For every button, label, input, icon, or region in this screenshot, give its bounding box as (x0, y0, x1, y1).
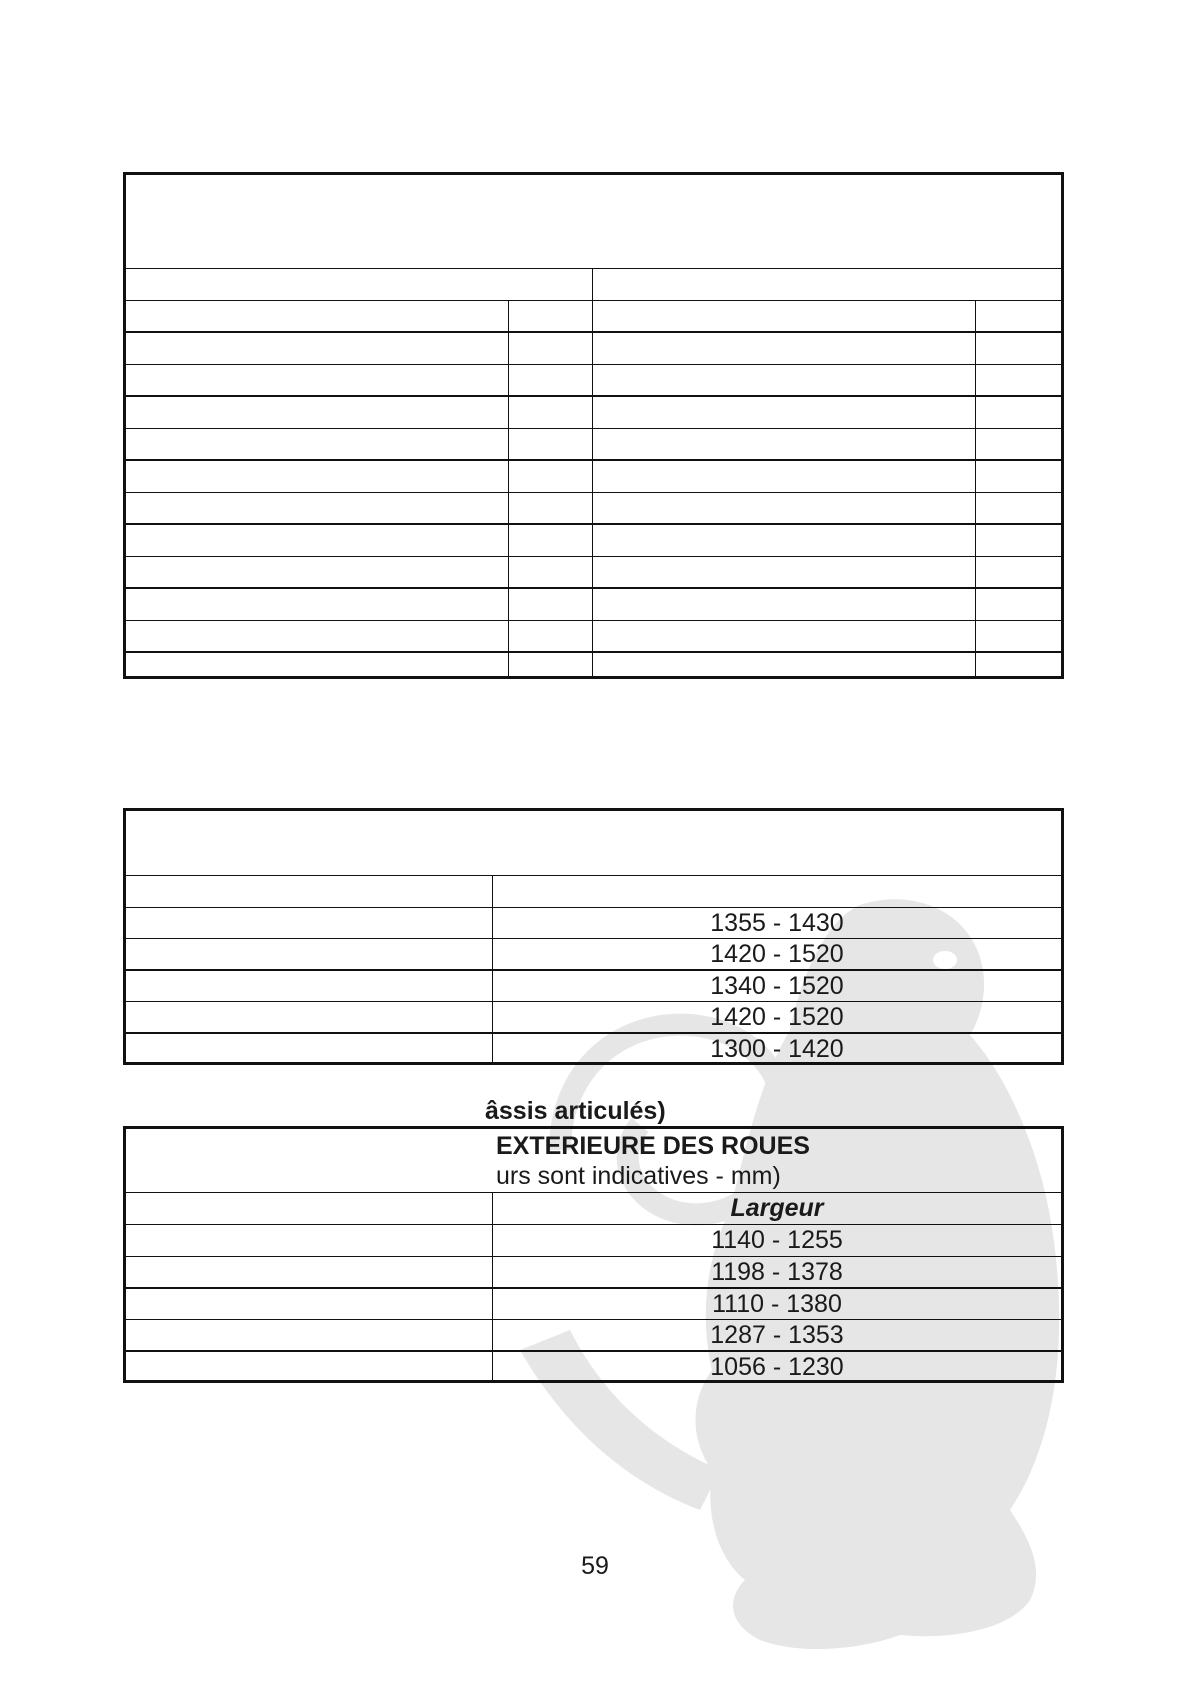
table-title: EXTERIEURE DES ROUES (496, 1132, 810, 1160)
table-subtitle: urs sont indicatives - mm) (496, 1162, 781, 1190)
divider (592, 333, 593, 364)
speed-table-header (126, 175, 1061, 269)
width-value: 1056 - 1230 (710, 1353, 844, 1381)
divider (592, 621, 593, 651)
value-cell (492, 1352, 1061, 1383)
divider (508, 429, 509, 459)
divider (975, 333, 976, 364)
track-width-value: 1300 - 1420 (710, 1035, 844, 1063)
divider (592, 557, 593, 587)
value-cell (492, 971, 1061, 1001)
exterior-width-table (123, 1126, 1064, 1383)
table-row (126, 1002, 1061, 1034)
divider (975, 301, 976, 331)
divider (508, 621, 509, 651)
front-track-table-header (126, 811, 1061, 876)
table-row (126, 621, 1061, 653)
divider (508, 493, 509, 523)
track-width-value: 1420 - 1520 (710, 940, 844, 968)
table-row (126, 397, 1061, 429)
value-cell (492, 1320, 1061, 1350)
width-value: 1198 - 1378 (711, 1258, 843, 1286)
value-cell (492, 908, 1061, 938)
divider (975, 429, 976, 459)
speed-table-group-row (126, 269, 1061, 301)
divider (592, 589, 593, 620)
table-row (126, 493, 1061, 525)
exterior-width-table-header (126, 1129, 1061, 1193)
width-value: 1140 - 1255 (711, 1226, 843, 1254)
divider (975, 397, 976, 428)
divider (508, 461, 509, 492)
table-row (126, 333, 1061, 365)
divider (975, 621, 976, 651)
front-track-column-header-row (126, 876, 1061, 908)
column-header-cell (492, 1193, 1061, 1224)
table-row (126, 365, 1061, 397)
divider (508, 653, 509, 679)
value-cell (492, 1257, 1061, 1287)
value-cell (492, 1225, 1061, 1256)
divider (492, 876, 493, 907)
divider (508, 397, 509, 428)
speed-table (123, 172, 1064, 679)
track-width-value: 1340 - 1520 (710, 972, 844, 1000)
table-row (126, 971, 1061, 1002)
table-row (126, 908, 1061, 939)
divider (592, 301, 593, 331)
table-row (126, 557, 1061, 589)
divider (508, 525, 509, 556)
track-width-value: 1355 - 1430 (710, 909, 844, 937)
table-row (126, 939, 1061, 971)
value-cell (492, 939, 1061, 969)
table-row (126, 429, 1061, 461)
divider (592, 525, 593, 556)
table-row (126, 1225, 1061, 1257)
divider (975, 461, 976, 492)
width-value: 1110 - 1380 (712, 1290, 842, 1318)
divider (592, 653, 593, 679)
table-row (126, 525, 1061, 557)
divider (508, 557, 509, 587)
divider (592, 461, 593, 492)
divider (975, 589, 976, 620)
divider (975, 653, 976, 679)
divider (592, 269, 593, 300)
divider (975, 493, 976, 523)
divider (508, 589, 509, 620)
width-value: 1287 - 1353 (710, 1321, 844, 1349)
page-number: 59 (581, 1552, 609, 1580)
table-row (126, 653, 1061, 679)
track-width-value: 1420 - 1520 (710, 1003, 844, 1031)
largeur-header: Largeur (730, 1194, 824, 1222)
divider (592, 429, 593, 459)
table-row (126, 1320, 1061, 1352)
divider (975, 365, 976, 395)
table-row (126, 1034, 1061, 1065)
value-cell (492, 1034, 1061, 1065)
divider (592, 365, 593, 395)
table-row (126, 461, 1061, 493)
divider (592, 397, 593, 428)
table-caption: âssis articulés) (485, 1097, 666, 1125)
value-cell (492, 1289, 1061, 1319)
exterior-width-column-header-row (126, 1193, 1061, 1225)
table-row (126, 589, 1061, 621)
table-row (126, 1257, 1061, 1289)
front-track-table (123, 808, 1064, 1065)
divider (508, 333, 509, 364)
table-row (126, 1352, 1061, 1383)
divider (592, 493, 593, 523)
divider (975, 525, 976, 556)
divider (975, 557, 976, 587)
value-cell (492, 1002, 1061, 1032)
divider (508, 301, 509, 331)
table-row (126, 1289, 1061, 1320)
divider (508, 365, 509, 395)
table-row (126, 301, 1061, 333)
